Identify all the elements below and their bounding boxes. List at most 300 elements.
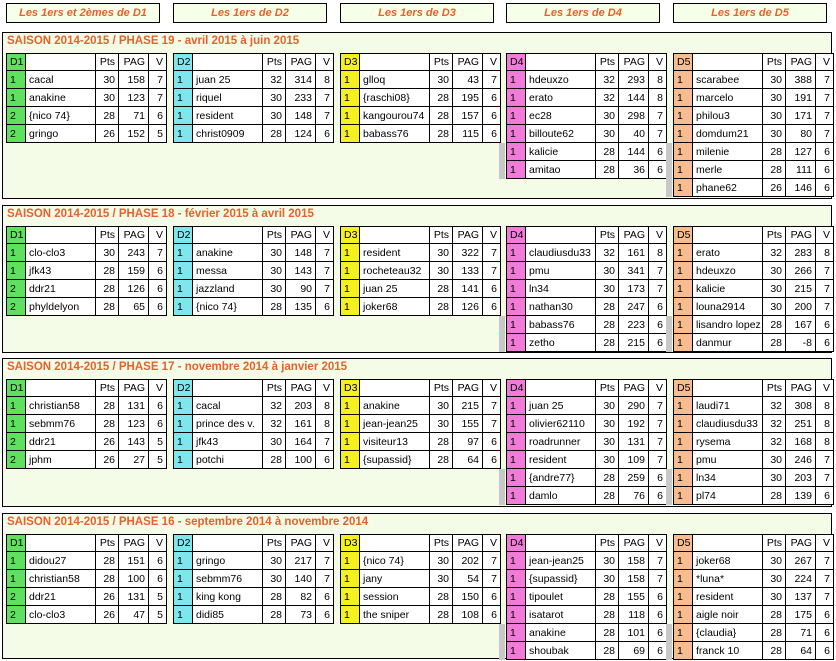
player-name: sebmm76 xyxy=(26,415,96,433)
player-name: merle xyxy=(693,161,763,179)
table-row xyxy=(673,642,834,660)
table-row xyxy=(6,451,167,469)
header-pts: Pts xyxy=(96,379,119,397)
v-cell: 8 xyxy=(649,71,667,89)
table-header-row xyxy=(173,379,334,397)
header-name xyxy=(193,226,263,244)
v-cell: 6 xyxy=(316,588,334,606)
v-cell: 7 xyxy=(316,262,334,280)
pag-cell: 143 xyxy=(119,433,149,451)
pts-cell: 28 xyxy=(596,143,619,161)
header-name xyxy=(193,53,263,71)
pts-cell: 32 xyxy=(763,415,786,433)
v-cell: 7 xyxy=(649,415,667,433)
table-row xyxy=(506,397,667,415)
player-name: lisandro lopez xyxy=(693,316,763,334)
v-cell: 6 xyxy=(149,298,167,316)
pts-cell: 28 xyxy=(596,161,619,179)
header-pag: PAG xyxy=(786,53,816,71)
pts-cell: 30 xyxy=(763,280,786,298)
table-row xyxy=(173,262,334,280)
player-name: pmu xyxy=(693,451,763,469)
pag-cell: 322 xyxy=(453,244,483,262)
pts-cell: 30 xyxy=(430,552,453,570)
header-v: V xyxy=(649,379,667,397)
pag-cell: 161 xyxy=(619,244,649,262)
pag-cell: 158 xyxy=(619,570,649,588)
pag-cell: 246 xyxy=(786,451,816,469)
player-name: {nico 74} xyxy=(26,107,96,125)
table-row xyxy=(340,244,501,262)
v-cell: 7 xyxy=(483,415,501,433)
table-row xyxy=(506,433,667,451)
header-v: V xyxy=(816,379,834,397)
rank-cell: 1 xyxy=(506,316,526,334)
table-row xyxy=(673,570,834,588)
pts-cell: 32 xyxy=(763,397,786,415)
pts-cell: 30 xyxy=(763,552,786,570)
phase-section xyxy=(2,513,832,659)
player-name: pmu xyxy=(526,262,596,280)
pag-cell: 131 xyxy=(619,433,649,451)
player-name: clo-clo3 xyxy=(26,606,96,624)
player-name: {supassid} xyxy=(526,570,596,588)
player-name: *luna* xyxy=(693,570,763,588)
v-cell: 7 xyxy=(816,71,834,89)
player-name: visiteur13 xyxy=(360,433,430,451)
table-row xyxy=(6,89,167,107)
table-row xyxy=(6,433,167,451)
player-name: claudiusdu33 xyxy=(526,244,596,262)
player-name: gringo xyxy=(26,125,96,143)
division-label: D5 xyxy=(673,379,693,397)
pag-cell: 90 xyxy=(286,280,316,298)
v-cell: 5 xyxy=(149,125,167,143)
rank-cell: 1 xyxy=(673,588,693,606)
pts-cell: 30 xyxy=(763,71,786,89)
pag-cell: 267 xyxy=(786,552,816,570)
player-name: cacal xyxy=(193,397,263,415)
v-cell: 7 xyxy=(649,552,667,570)
v-cell: 8 xyxy=(816,433,834,451)
player-name: danmur xyxy=(693,334,763,352)
table-header-row xyxy=(6,534,167,552)
player-name: ddr21 xyxy=(26,433,96,451)
row-shadow xyxy=(666,316,672,352)
table-header-row xyxy=(506,534,667,552)
pts-cell: 28 xyxy=(96,280,119,298)
table-row xyxy=(6,397,167,415)
player-name: messa xyxy=(193,262,263,280)
pag-cell: 123 xyxy=(119,89,149,107)
player-name: scarabee xyxy=(693,71,763,89)
pag-cell: 127 xyxy=(786,143,816,161)
pag-cell: 126 xyxy=(119,280,149,298)
header-pts: Pts xyxy=(430,534,453,552)
pag-cell: 293 xyxy=(619,71,649,89)
pag-cell: 223 xyxy=(619,316,649,334)
table-row xyxy=(6,298,167,316)
v-cell: 7 xyxy=(316,107,334,125)
header-name xyxy=(26,226,96,244)
v-cell: 6 xyxy=(649,143,667,161)
pts-cell: 28 xyxy=(263,451,286,469)
header-pts: Pts xyxy=(596,534,619,552)
table-row xyxy=(340,552,501,570)
v-cell: 6 xyxy=(649,334,667,352)
v-cell: 6 xyxy=(816,143,834,161)
player-name: {andre77} xyxy=(526,469,596,487)
header-v: V xyxy=(816,534,834,552)
pts-cell: 28 xyxy=(430,298,453,316)
table-row xyxy=(673,316,834,334)
pts-cell: 28 xyxy=(763,143,786,161)
pag-cell: 144 xyxy=(619,89,649,107)
header-v: V xyxy=(149,534,167,552)
rank-cell: 1 xyxy=(340,433,360,451)
rank-cell: 1 xyxy=(173,280,193,298)
rank-cell: 1 xyxy=(506,433,526,451)
division-label: D1 xyxy=(6,226,26,244)
table-row xyxy=(173,107,334,125)
pag-cell: 148 xyxy=(286,107,316,125)
pag-cell: 40 xyxy=(619,125,649,143)
header-v: V xyxy=(483,379,501,397)
rank-cell: 1 xyxy=(673,179,693,197)
pag-cell: 43 xyxy=(453,71,483,89)
table-row xyxy=(506,469,667,487)
pts-cell: 30 xyxy=(596,125,619,143)
table-header-row xyxy=(340,53,501,71)
v-cell: 8 xyxy=(649,244,667,262)
table-row xyxy=(673,89,834,107)
v-cell: 8 xyxy=(816,397,834,415)
player-name: kalicie xyxy=(526,143,596,161)
pts-cell: 30 xyxy=(263,433,286,451)
player-name: nathan30 xyxy=(526,298,596,316)
pts-cell: 28 xyxy=(263,298,286,316)
phase-title: SAISON 2014-2015 / PHASE 17 - novembre 2014 à janvier 2015 xyxy=(7,361,348,373)
division-tab-4[interactable]: Les 1ers de D4 xyxy=(506,3,660,23)
pts-cell: 30 xyxy=(763,298,786,316)
v-cell: 7 xyxy=(649,262,667,280)
v-cell: 7 xyxy=(649,107,667,125)
table-row xyxy=(6,262,167,280)
pts-cell: 30 xyxy=(763,469,786,487)
player-name: anakine xyxy=(26,89,96,107)
table-row xyxy=(173,588,334,606)
header-v: V xyxy=(483,226,501,244)
pag-cell: 314 xyxy=(286,71,316,89)
v-cell: 7 xyxy=(483,71,501,89)
v-cell: 7 xyxy=(816,552,834,570)
rank-cell: 1 xyxy=(173,552,193,570)
pts-cell: 30 xyxy=(596,280,619,298)
rank-cell: 1 xyxy=(340,125,360,143)
rank-cell: 1 xyxy=(673,244,693,262)
table-header-row xyxy=(6,226,167,244)
rank-cell: 2 xyxy=(6,433,26,451)
rank-cell: 1 xyxy=(6,89,26,107)
pag-cell: 191 xyxy=(786,89,816,107)
rank-cell: 1 xyxy=(673,107,693,125)
table-row xyxy=(673,107,834,125)
division-tab-1[interactable]: Les 1ers et 2èmes de D1 xyxy=(6,3,160,23)
v-cell: 6 xyxy=(649,316,667,334)
v-cell: 6 xyxy=(483,298,501,316)
table-row xyxy=(673,125,834,143)
header-name xyxy=(360,379,430,397)
player-name: {nico 74} xyxy=(193,298,263,316)
pts-cell: 30 xyxy=(763,570,786,588)
table-row xyxy=(340,588,501,606)
table-row xyxy=(340,606,501,624)
rank-cell: 1 xyxy=(506,624,526,642)
player-name: ddr21 xyxy=(26,588,96,606)
table-row xyxy=(340,570,501,588)
pts-cell: 28 xyxy=(596,334,619,352)
pag-cell: 341 xyxy=(619,262,649,280)
table-header-row xyxy=(673,379,834,397)
player-name: zetho xyxy=(526,334,596,352)
pag-cell: 143 xyxy=(286,262,316,280)
player-name: roadrunner xyxy=(526,433,596,451)
pts-cell: 30 xyxy=(263,552,286,570)
v-cell: 6 xyxy=(816,161,834,179)
table-row xyxy=(340,433,501,451)
pag-cell: 76 xyxy=(619,487,649,505)
pts-cell: 30 xyxy=(430,244,453,262)
division-tab-2[interactable]: Les 1ers de D2 xyxy=(173,3,327,23)
player-name: ec28 xyxy=(526,107,596,125)
pts-cell: 32 xyxy=(263,71,286,89)
pag-cell: 202 xyxy=(453,552,483,570)
v-cell: 7 xyxy=(316,552,334,570)
rank-cell: 1 xyxy=(340,262,360,280)
player-name: ln34 xyxy=(526,280,596,298)
pts-cell: 28 xyxy=(596,469,619,487)
table-row xyxy=(673,415,834,433)
v-cell: 6 xyxy=(649,487,667,505)
table-header-row xyxy=(506,226,667,244)
player-name: sebmm76 xyxy=(193,570,263,588)
rank-cell: 1 xyxy=(6,415,26,433)
table-row xyxy=(6,552,167,570)
rank-cell: 1 xyxy=(173,588,193,606)
pts-cell: 26 xyxy=(96,125,119,143)
division-tab-3[interactable]: Les 1ers de D3 xyxy=(340,3,494,23)
rank-cell: 1 xyxy=(506,415,526,433)
v-cell: 6 xyxy=(816,606,834,624)
pag-cell: 80 xyxy=(786,125,816,143)
header-pag: PAG xyxy=(786,226,816,244)
table-header-row xyxy=(6,53,167,71)
rank-cell: 2 xyxy=(6,107,26,125)
pag-cell: 64 xyxy=(453,451,483,469)
table-row xyxy=(506,415,667,433)
header-v: V xyxy=(816,53,834,71)
table-row xyxy=(506,487,667,505)
header-pag: PAG xyxy=(619,379,649,397)
rank-cell: 1 xyxy=(673,280,693,298)
pts-cell: 28 xyxy=(596,316,619,334)
header-name xyxy=(193,379,263,397)
header-v: V xyxy=(649,534,667,552)
pag-cell: -8 xyxy=(786,334,816,352)
rank-cell: 2 xyxy=(6,280,26,298)
header-pag: PAG xyxy=(786,534,816,552)
table-row xyxy=(506,244,667,262)
player-name: juan 25 xyxy=(526,397,596,415)
pts-cell: 32 xyxy=(263,415,286,433)
player-name: gringo xyxy=(193,552,263,570)
phase-section xyxy=(2,32,832,199)
pag-cell: 139 xyxy=(786,487,816,505)
v-cell: 6 xyxy=(483,125,501,143)
rank-cell: 1 xyxy=(506,606,526,624)
v-cell: 7 xyxy=(649,570,667,588)
header-pag: PAG xyxy=(619,226,649,244)
rank-cell: 1 xyxy=(506,397,526,415)
pag-cell: 115 xyxy=(453,125,483,143)
v-cell: 6 xyxy=(483,433,501,451)
rank-cell: 1 xyxy=(506,280,526,298)
table-header-row xyxy=(173,534,334,552)
v-cell: 6 xyxy=(649,161,667,179)
pag-cell: 100 xyxy=(286,451,316,469)
v-cell: 5 xyxy=(149,433,167,451)
pag-cell: 123 xyxy=(119,415,149,433)
player-name: anakine xyxy=(360,397,430,415)
pts-cell: 30 xyxy=(763,107,786,125)
pts-cell: 28 xyxy=(596,642,619,660)
table-row xyxy=(6,570,167,588)
table-row xyxy=(673,588,834,606)
pag-cell: 161 xyxy=(286,415,316,433)
v-cell: 7 xyxy=(316,433,334,451)
rank-cell: 1 xyxy=(673,161,693,179)
v-cell: 6 xyxy=(816,334,834,352)
table-row xyxy=(506,161,667,179)
header-name xyxy=(360,53,430,71)
division-label: D5 xyxy=(673,53,693,71)
pag-cell: 298 xyxy=(619,107,649,125)
pag-cell: 203 xyxy=(786,469,816,487)
pag-cell: 266 xyxy=(786,262,816,280)
pts-cell: 28 xyxy=(430,433,453,451)
v-cell: 6 xyxy=(149,262,167,280)
player-name: christ0909 xyxy=(193,125,263,143)
rank-cell: 1 xyxy=(673,469,693,487)
player-name: phane62 xyxy=(693,179,763,197)
pts-cell: 30 xyxy=(263,280,286,298)
rank-cell: 1 xyxy=(506,89,526,107)
division-tab-5[interactable]: Les 1ers de D5 xyxy=(673,3,827,23)
player-name: phyldelyon xyxy=(26,298,96,316)
v-cell: 6 xyxy=(149,280,167,298)
pag-cell: 217 xyxy=(286,552,316,570)
table-row xyxy=(6,125,167,143)
player-name: cacal xyxy=(26,71,96,89)
player-name: jean-jean25 xyxy=(360,415,430,433)
player-name: jfk43 xyxy=(26,262,96,280)
pts-cell: 32 xyxy=(763,433,786,451)
rank-cell: 1 xyxy=(673,143,693,161)
rank-cell: 1 xyxy=(673,451,693,469)
pts-cell: 30 xyxy=(430,71,453,89)
player-name: rocheteau32 xyxy=(360,262,430,280)
v-cell: 6 xyxy=(483,606,501,624)
pts-cell: 26 xyxy=(96,588,119,606)
v-cell: 6 xyxy=(649,298,667,316)
pts-cell: 32 xyxy=(596,89,619,107)
pts-cell: 28 xyxy=(263,125,286,143)
pag-cell: 157 xyxy=(453,107,483,125)
header-pts: Pts xyxy=(430,53,453,71)
pts-cell: 30 xyxy=(263,570,286,588)
header-name xyxy=(360,534,430,552)
rank-cell: 1 xyxy=(173,570,193,588)
v-cell: 7 xyxy=(816,588,834,606)
pts-cell: 30 xyxy=(430,397,453,415)
rank-cell: 1 xyxy=(506,487,526,505)
player-name: resident xyxy=(693,588,763,606)
pts-cell: 30 xyxy=(596,552,619,570)
division-label: D1 xyxy=(6,534,26,552)
v-cell: 8 xyxy=(316,71,334,89)
pts-cell: 28 xyxy=(763,316,786,334)
table-row xyxy=(673,433,834,451)
pag-cell: 108 xyxy=(453,606,483,624)
v-cell: 6 xyxy=(649,606,667,624)
table-row xyxy=(340,107,501,125)
table-row xyxy=(6,588,167,606)
player-name: hdeuxzo xyxy=(693,262,763,280)
player-name: marcelo xyxy=(693,89,763,107)
player-name: king kong xyxy=(193,588,263,606)
rank-cell: 2 xyxy=(6,588,26,606)
rank-cell: 1 xyxy=(340,451,360,469)
pts-cell: 28 xyxy=(596,606,619,624)
player-name: laudi71 xyxy=(693,397,763,415)
player-name: glloq xyxy=(360,71,430,89)
pts-cell: 26 xyxy=(96,606,119,624)
player-name: anakine xyxy=(193,244,263,262)
pts-cell: 28 xyxy=(430,280,453,298)
pts-cell: 28 xyxy=(763,606,786,624)
table-header-row xyxy=(6,379,167,397)
rank-cell: 1 xyxy=(673,570,693,588)
v-cell: 8 xyxy=(649,89,667,107)
pts-cell: 30 xyxy=(596,107,619,125)
table-row xyxy=(673,244,834,262)
pag-cell: 71 xyxy=(119,107,149,125)
player-name: louna2914 xyxy=(693,298,763,316)
player-name: didi85 xyxy=(193,606,263,624)
rank-cell: 1 xyxy=(340,89,360,107)
pts-cell: 28 xyxy=(763,624,786,642)
rank-cell: 1 xyxy=(506,552,526,570)
pts-cell: 32 xyxy=(263,397,286,415)
header-pts: Pts xyxy=(263,226,286,244)
table-header-row xyxy=(673,534,834,552)
pag-cell: 135 xyxy=(286,298,316,316)
pts-cell: 28 xyxy=(96,397,119,415)
rank-cell: 1 xyxy=(673,552,693,570)
rank-cell: 1 xyxy=(173,397,193,415)
table-row xyxy=(506,125,667,143)
table-row xyxy=(673,397,834,415)
